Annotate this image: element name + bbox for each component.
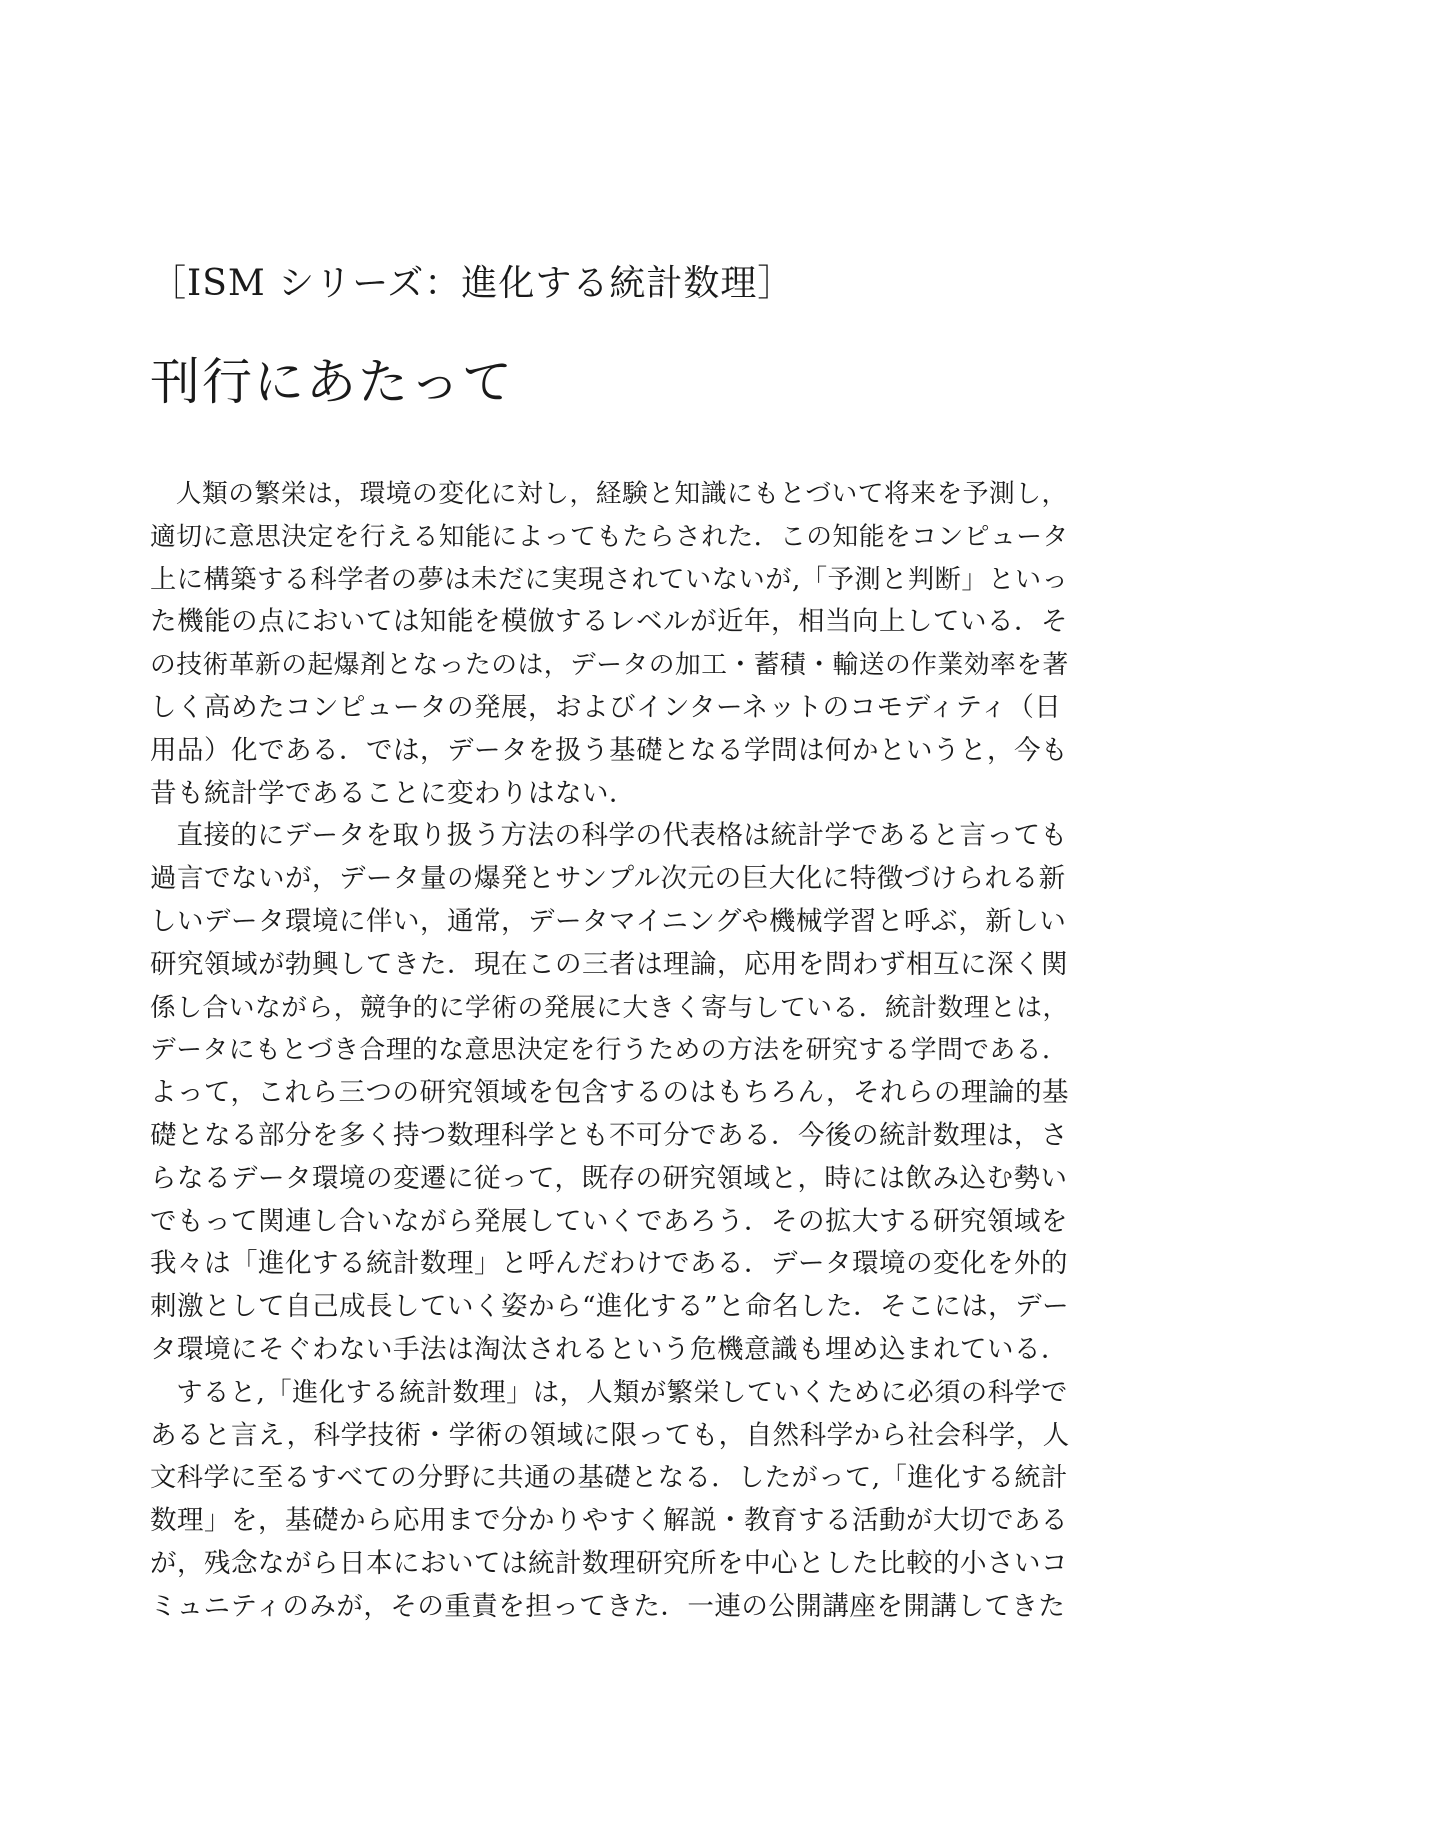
text-line: タ環境にそぐわない手法は淘汰されるという危機意識も埋め込まれている． bbox=[150, 1333, 1068, 1365]
text-line: 係し合いながら，競争的に学術の発展に大きく寄与している．統計数理とは， bbox=[150, 992, 1069, 1023]
text-line: 直接的にデータを取り扱う方法の科学の代表格は統計学であると言っても bbox=[176, 820, 1068, 852]
text-line: すると,「進化する統計数理」は，人類が繁栄していくために必須の科学で bbox=[176, 1377, 1068, 1408]
text-line: 礎となる部分を多く持つ数理科学とも不可分である．今後の統計数理は，さ bbox=[150, 1119, 1068, 1151]
text-line: あると言え，科学技術・学術の領域に限っても，自然科学から社会科学，人 bbox=[150, 1419, 1070, 1451]
text-line: 研究領域が勃興してきた．現在この三者は理論，応用を問わず相互に深く関 bbox=[150, 948, 1068, 980]
text-line: 刺激として自己成長していく姿から“進化する”と命名した．そこには，デー bbox=[150, 1291, 1070, 1323]
page-title: 刊行にあたって bbox=[150, 353, 514, 411]
text-line: 人類の繁栄は，環境の変化に対し，経験と知識にもとづいて将来を予測し， bbox=[175, 479, 1068, 509]
text-line: 過言でないが，データ量の爆発とサンプル次元の巨大化に特徴づけられる新 bbox=[150, 863, 1066, 895]
text-line: 数理」を，基礎から応用まで分かりやすく解説・教育する活動が大切である bbox=[150, 1505, 1068, 1537]
text-line: よって，これら三つの研究領域を包含するのはもちろん，それらの理論的基 bbox=[150, 1077, 1070, 1109]
text-line: の技術革新の起爆剤となったのは，データの加工・蓄積・輸送の作業効率を著 bbox=[150, 650, 1069, 681]
text-line: 用品）化である．では，データを扱う基礎となる学問は何かというと，今も bbox=[150, 734, 1068, 766]
text-line: 昔も統計学であることに変わりはない． bbox=[150, 777, 636, 809]
text-line: しく高めたコンピュータの発展，およびインターネットのコモディティ（日 bbox=[150, 691, 1062, 723]
text-line: しいデータ環境に伴い，通常，データマイニングや機械学習と呼ぶ，新しい bbox=[150, 905, 1067, 937]
text-line: 上に構築する科学者の夢は未だに実現されていないが,「予測と判断」といっ bbox=[150, 564, 1069, 595]
text-line: データにもとづき合理的な意思決定を行うための方法を研究する学問である． bbox=[150, 1035, 1069, 1066]
series-title: ［ISM シリーズ：進化する統計数理］ bbox=[150, 263, 795, 304]
text-line: 文科学に至るすべての分野に共通の基礎となる．したがって,「進化する統計 bbox=[150, 1463, 1068, 1494]
text-line: た機能の点においては知能を模倣するレベルが近年，相当向上している．そ bbox=[150, 606, 1068, 638]
text-line: が，残念ながら日本においては統計数理研究所を中心とした比較的小さいコ bbox=[150, 1547, 1068, 1579]
text-line: でもって関連し合いながら発展していくであろう．その拡大する研究領域を bbox=[150, 1205, 1068, 1237]
text-line: 我々は「進化する統計数理」と呼んだわけである．データ環境の変化を外的 bbox=[150, 1248, 1068, 1280]
text-line: ミュニティのみが，その重責を担ってきた．一連の公開講座を開講してきた bbox=[150, 1590, 1066, 1622]
body-text bbox=[150, 473, 1070, 1629]
text-line: らなるデータ環境の変遷に従って，既存の研究領域と，時には飲み込む勢い bbox=[150, 1162, 1068, 1194]
text-line: 適切に意思決定を行える知能によってもたらされた．この知能をコンピュータ bbox=[150, 521, 1069, 552]
